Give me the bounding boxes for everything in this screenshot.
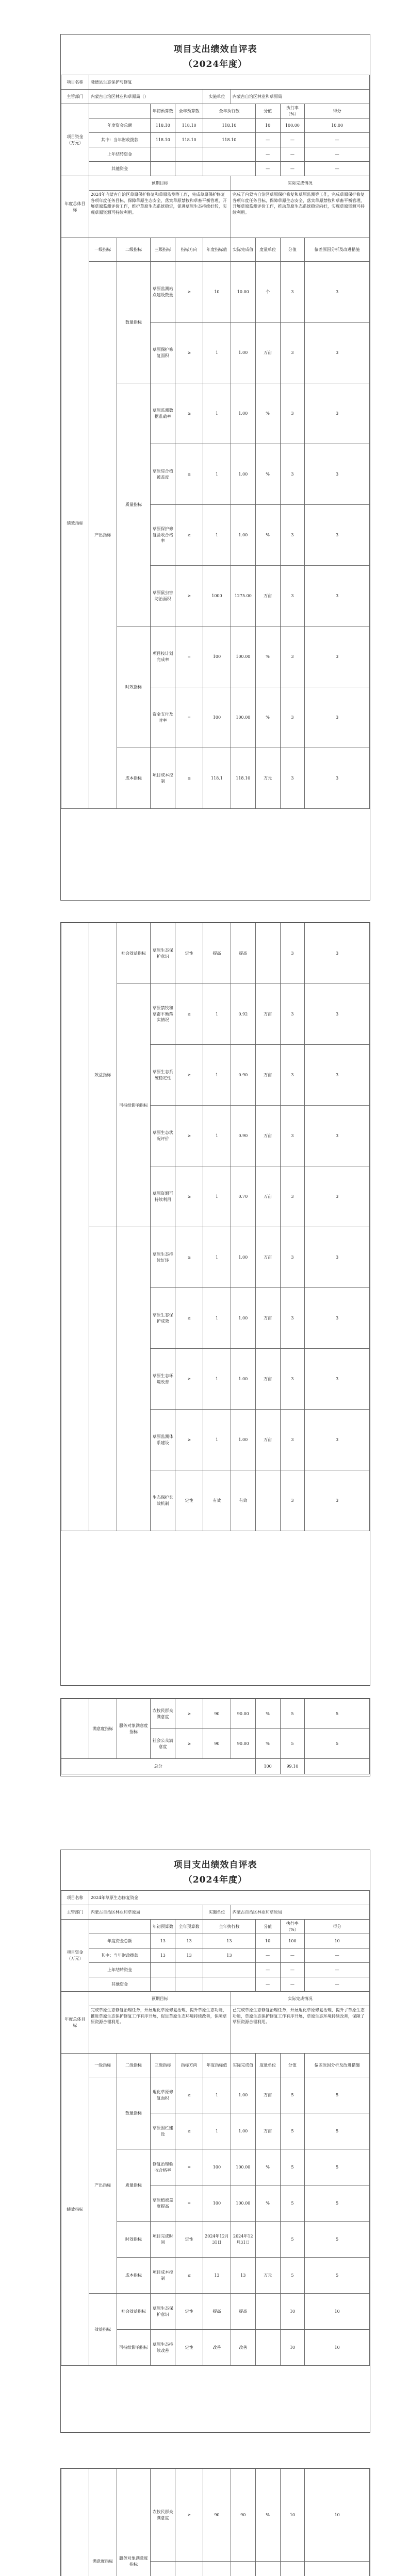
goal-label: 年度总体目标 [61, 176, 89, 238]
self-evaluation-table-cont [61, 923, 370, 1531]
project-name-label: 项目名称 [61, 75, 89, 90]
form-page-4 [60, 1850, 370, 2433]
expected-label: 预期目标 [89, 176, 231, 191]
table-row: 草原生态系统稳定性 ≥ 1 0.90 万亩 3 3 [61, 1045, 370, 1106]
dept-value: 内蒙古自治区林业和草原局（） [89, 90, 203, 104]
col-year-start: 年初预算数 [151, 104, 175, 118]
table-row: 效益指标 社会效益指标 草原生态保护意识 定性 提高 提高 3 3 [61, 923, 370, 984]
table-row: 草原综合植被盖度 ≥ 1 1.00 % 3 3 [61, 444, 370, 505]
table-row: 草原保护修复面积 ≥ 1 1.00 万亩 3 3 [61, 323, 370, 383]
table-row: 效益指标 社会效益指标 草原生态保护意识 定性 提高 提高 10 10 [61, 2294, 370, 2330]
table-row: 草原资源可持续利用 ≥ 1 0.70 万亩 3 3 [61, 1166, 370, 1227]
form-page-1 [60, 34, 370, 901]
table-row: 质量指标 草原监测数据准确率 ≥ 1 1.00 % 3 3 [61, 383, 370, 444]
funds-label: 项目资金（万元） [61, 104, 89, 176]
table-row: 草原生态状况评价 ≥ 1 0.90 万亩 3 3 [61, 1106, 370, 1166]
table-row: 时效指标 项目完成时间 定性 2024年12月31日 2024年12月31日 5 5 [61, 2222, 370, 2258]
table-row: 质量指标 修复治理验收合格率 = 100 100.00 % 5 5 [61, 2149, 370, 2185]
funds-row: 年度资金总额 118.10 118.10 118.10 10 100.00 10.00 [61, 118, 370, 133]
table-row: 成本指标 项目成本控制 ≤ 13 13 万元 5 5 [61, 2258, 370, 2294]
form-page-2 [60, 922, 370, 1686]
form-page-3 [60, 1698, 370, 1776]
table-row: 生态保护长效机制 定性 有效 有效 3 3 [61, 1470, 370, 1531]
table-row: 产出指标 数量指标 退化草原修复面积 ≥ 1 1.00 万亩 5 5 [61, 2077, 370, 2113]
col-exec: 全年执行数 [203, 104, 256, 118]
funds-row: 年度资金总额 13 13 13 10 100 10 [61, 1934, 370, 1948]
page-title: 项目支出绩效自评表 （2024年度） [173, 1860, 257, 1885]
goal-expected-text: 2024年内蒙古自治区草原保护修复和草原监测等工作，完成草原保护修复各项年度任务目标，保障草原生态安全，落实草原禁牧和草畜平衡管理，开展草原监测评价工作，维护草原生态系统稳定，促进草原生态持续好转，实现草原资源可持续利用。 [89, 191, 231, 238]
funds-row: 其中：当年财政拨款 118.10 118.10 118.10 — — — [61, 133, 370, 147]
table-row: 草原生态持续好转 ≥ 1 1.00 万亩 3 3 [61, 1227, 370, 1288]
funds-row: 其他资金 — — — [61, 1977, 370, 1992]
self-evaluation-table-2-tail [61, 2468, 370, 2576]
table-row: 时效指标 项目按计划完成率 = 100 100.00 % 3 3 [61, 626, 370, 687]
dept-label: 主管部门 [61, 90, 89, 104]
table-row: 草原保护修复验收合格率 ≥ 1 1.00 % 3 3 [61, 505, 370, 566]
table-row: 产出指标 数量指标 草原监测站点建设数量 ≥ 10 10.00 个 3 3 [61, 262, 370, 323]
table-row: 草原围栏建设 ≥ 1 1.00 万亩 5 5 [61, 2113, 370, 2149]
self-evaluation-table: 项目名称 隆德县生态保护与修复 主管部门 内蒙古自治区林业和草原局（） 实施单位 内蒙古自治区林业和草原局 项目资金（万元） 年初预算数 全年预算数 全年执行数 分值 执行率（%） 得分 年度资金总额 118.10 118.10 118.10 10 100.00 10.00 其中：当年财政拨款 118.10 118.10 118.10 — — — 上年结转资金 — — — 其他资金 — — — 年度总体目标 预期目标 实际完成情况 2024年内蒙古自治区草原保护修复和草原监测等工作，完成草原保护修复各项年度任务目标，保障草原生态安全，落实草原禁牧和草畜平衡管理，开展草原监测评价工作，维护草原生态系统稳定，促进草原生态持续好转，实现草原资源可持续利用。 完成了内蒙古自治区草原保护修复和草原监测等工作，完成草原保护修复各项年度任务目标，保障草原生态安全，落实草原禁牧和草畜平衡管理，开展草原监测评价工作，推动草原生态系统稳定向好，实现草原资源可持续利用。 绩效指标 一级指标 二级指标 三级指标 指标方向 年度指标值 实际完成值 度量单位 分值 偏差原因分析及改进措施 产出指标 数量指标 草原监测站点建设数量 ≥ 10 10.00 个 3 3 草原保护修复面积 ≥ 1 1.00 万亩 3 3 质量指标 草原监测数据准确率 ≥ 1 1.00 % 3 3 草原综合植被盖度 ≥ 1 1.00 % 3 3 草原保护修复验收合格率 ≥ 1 1.00 % 3 3 草原鼠虫害防治面积 ≥ 1000 1275.00 万亩 3 3 时效指标 项目按计划完成率 = 100 100.00 % 3 3 资金支付及时率 = 100 100.00 % 3 3 成本指标 项目成本控制 ≤ 118.1 118.10 万元 3 3 [61, 75, 370, 809]
impl-unit-label: 实施单位 [203, 90, 231, 104]
page-title: 项目支出绩效自评表 （2024年度） [173, 44, 257, 70]
col-score: 得分 [305, 104, 370, 118]
table-row: 满意度指标 服务对象满意度指标 农牧民群众满意度 ≥ 90 90 % 10 10 [61, 2469, 370, 2562]
funds-row: 上年结转资金 — — — [61, 147, 370, 162]
table-row: 草原鼠虫害防治面积 ≥ 1000 1275.00 万亩 3 3 [61, 566, 370, 626]
table-row: 可持续影响指标 草原生态持续改善 定性 改善 改善 10 10 [61, 2330, 370, 2366]
table-row: 满意度指标 服务对象满意度指标 农牧民群众满意度 ≥ 90 90.00 % 5 5 [61, 1699, 370, 1729]
actual-label: 实际完成情况 [231, 176, 369, 191]
self-evaluation-table-2: 项目名称 2024年草原生态修复资金 主管部门 内蒙古自治区林业和草原局 实施单位 内蒙古自治区林业和草原局 项目资金（万元） 年初预算数 全年预算数 全年执行数 分值 执行率（%） 得分 年度资金总额 13 13 13 10 100 10 其中：当年财政拨款 13 13 13 — — — 上年结转资金 — — — 其他资金 — — — 年度总体目标 预期目标 实际完成情况 完成草原生态修复治理任务，开展退化草原修复治理，提升草原生态功能，推进草原生态保护修复工作有序开展，促进草原生态环境持续改善，保障草原资源合理利用。 已完成草原生态修复治理任务，开展退化草原修复治理，提升了草原生态功能，草原生态保护修复工作有序开展，草原生态环境持续改善，保障了草原资源合理利用。 绩效指标 一级指标 二级指标 三级指标 指标方向 年度指标值 实际完成值 度量单位 分值 偏差原因分析及改进措施 产出指标 数量指标 退化草原修复面积 ≥ 1 1.00 万亩 5 5 草原围栏建设 ≥ 1 1.00 万亩 5 5 质量指标 修复治理验收合格率 = 100 100.00 % 5 5 草原植被盖度提高 = 100 100.00 % 5 5 时效指标 项目完成时间 定性 2024年12月31日 2024年12月31日 5 5 成本指标 项目成本控制 ≤ 13 13 万元 5 5 效益指标 社会效益指标 草原生态保护意识 定性 提高 提高 10 10 可持续影响指标 草原生态持续改善 定性 改善 改善 10 10 [61, 1890, 370, 2366]
table-row: 可持续影响指标 草原禁牧和草畜平衡落实情况 ≥ 1 0.92 万亩 3 3 [61, 984, 370, 1045]
table-row: 草原监测体系建设 ≥ 1 1.00 万亩 3 3 [61, 1410, 370, 1470]
funds-row: 其他资金 — — — [61, 162, 370, 176]
impl-unit-value: 内蒙古自治区林业和草原局 [231, 90, 369, 104]
funds-row: 其中：当年财政拨款 13 13 13 — — — [61, 1948, 370, 1963]
col-rate: 执行率（%） [280, 104, 305, 118]
form-page-5 [60, 2468, 370, 2576]
funds-row: 上年结转资金 — — — [61, 1963, 370, 1977]
col-full-year: 全年预算数 [175, 104, 203, 118]
table-row: 草原生态环境改善 ≥ 1 1.00 万亩 3 3 [61, 1349, 370, 1410]
project-name-value: 隆德县生态保护与修复 [89, 75, 369, 90]
table-row: 草原生态保护成效 ≥ 1 1.00 万亩 3 3 [61, 1288, 370, 1349]
table-row: 成本指标 项目成本控制 ≤ 118.1 118.10 万元 3 3 [61, 748, 370, 809]
table-row: 社会公众满意度 ≥ 90 90.00 % 5 5 [61, 1729, 370, 1759]
col-weight: 分值 [255, 104, 280, 118]
goal-actual-text: 完成了内蒙古自治区草原保护修复和草原监测等工作，完成草原保护修复各项年度任务目标，保障草原生态安全，落实草原禁牧和草畜平衡管理，开展草原监测评价工作，推动草原生态系统稳定向好，实现草原资源可持续利用。 [231, 191, 369, 238]
perf-label: 绩效指标 [61, 238, 89, 809]
total-row: 总分 100 99.10 [61, 1759, 370, 1774]
table-row: 资金支付及时率 = 100 100.00 % 3 3 [61, 687, 370, 748]
table-row: 草原植被盖度提高 = 100 100.00 % 5 5 [61, 2185, 370, 2222]
self-evaluation-table-tail [61, 1699, 370, 1774]
